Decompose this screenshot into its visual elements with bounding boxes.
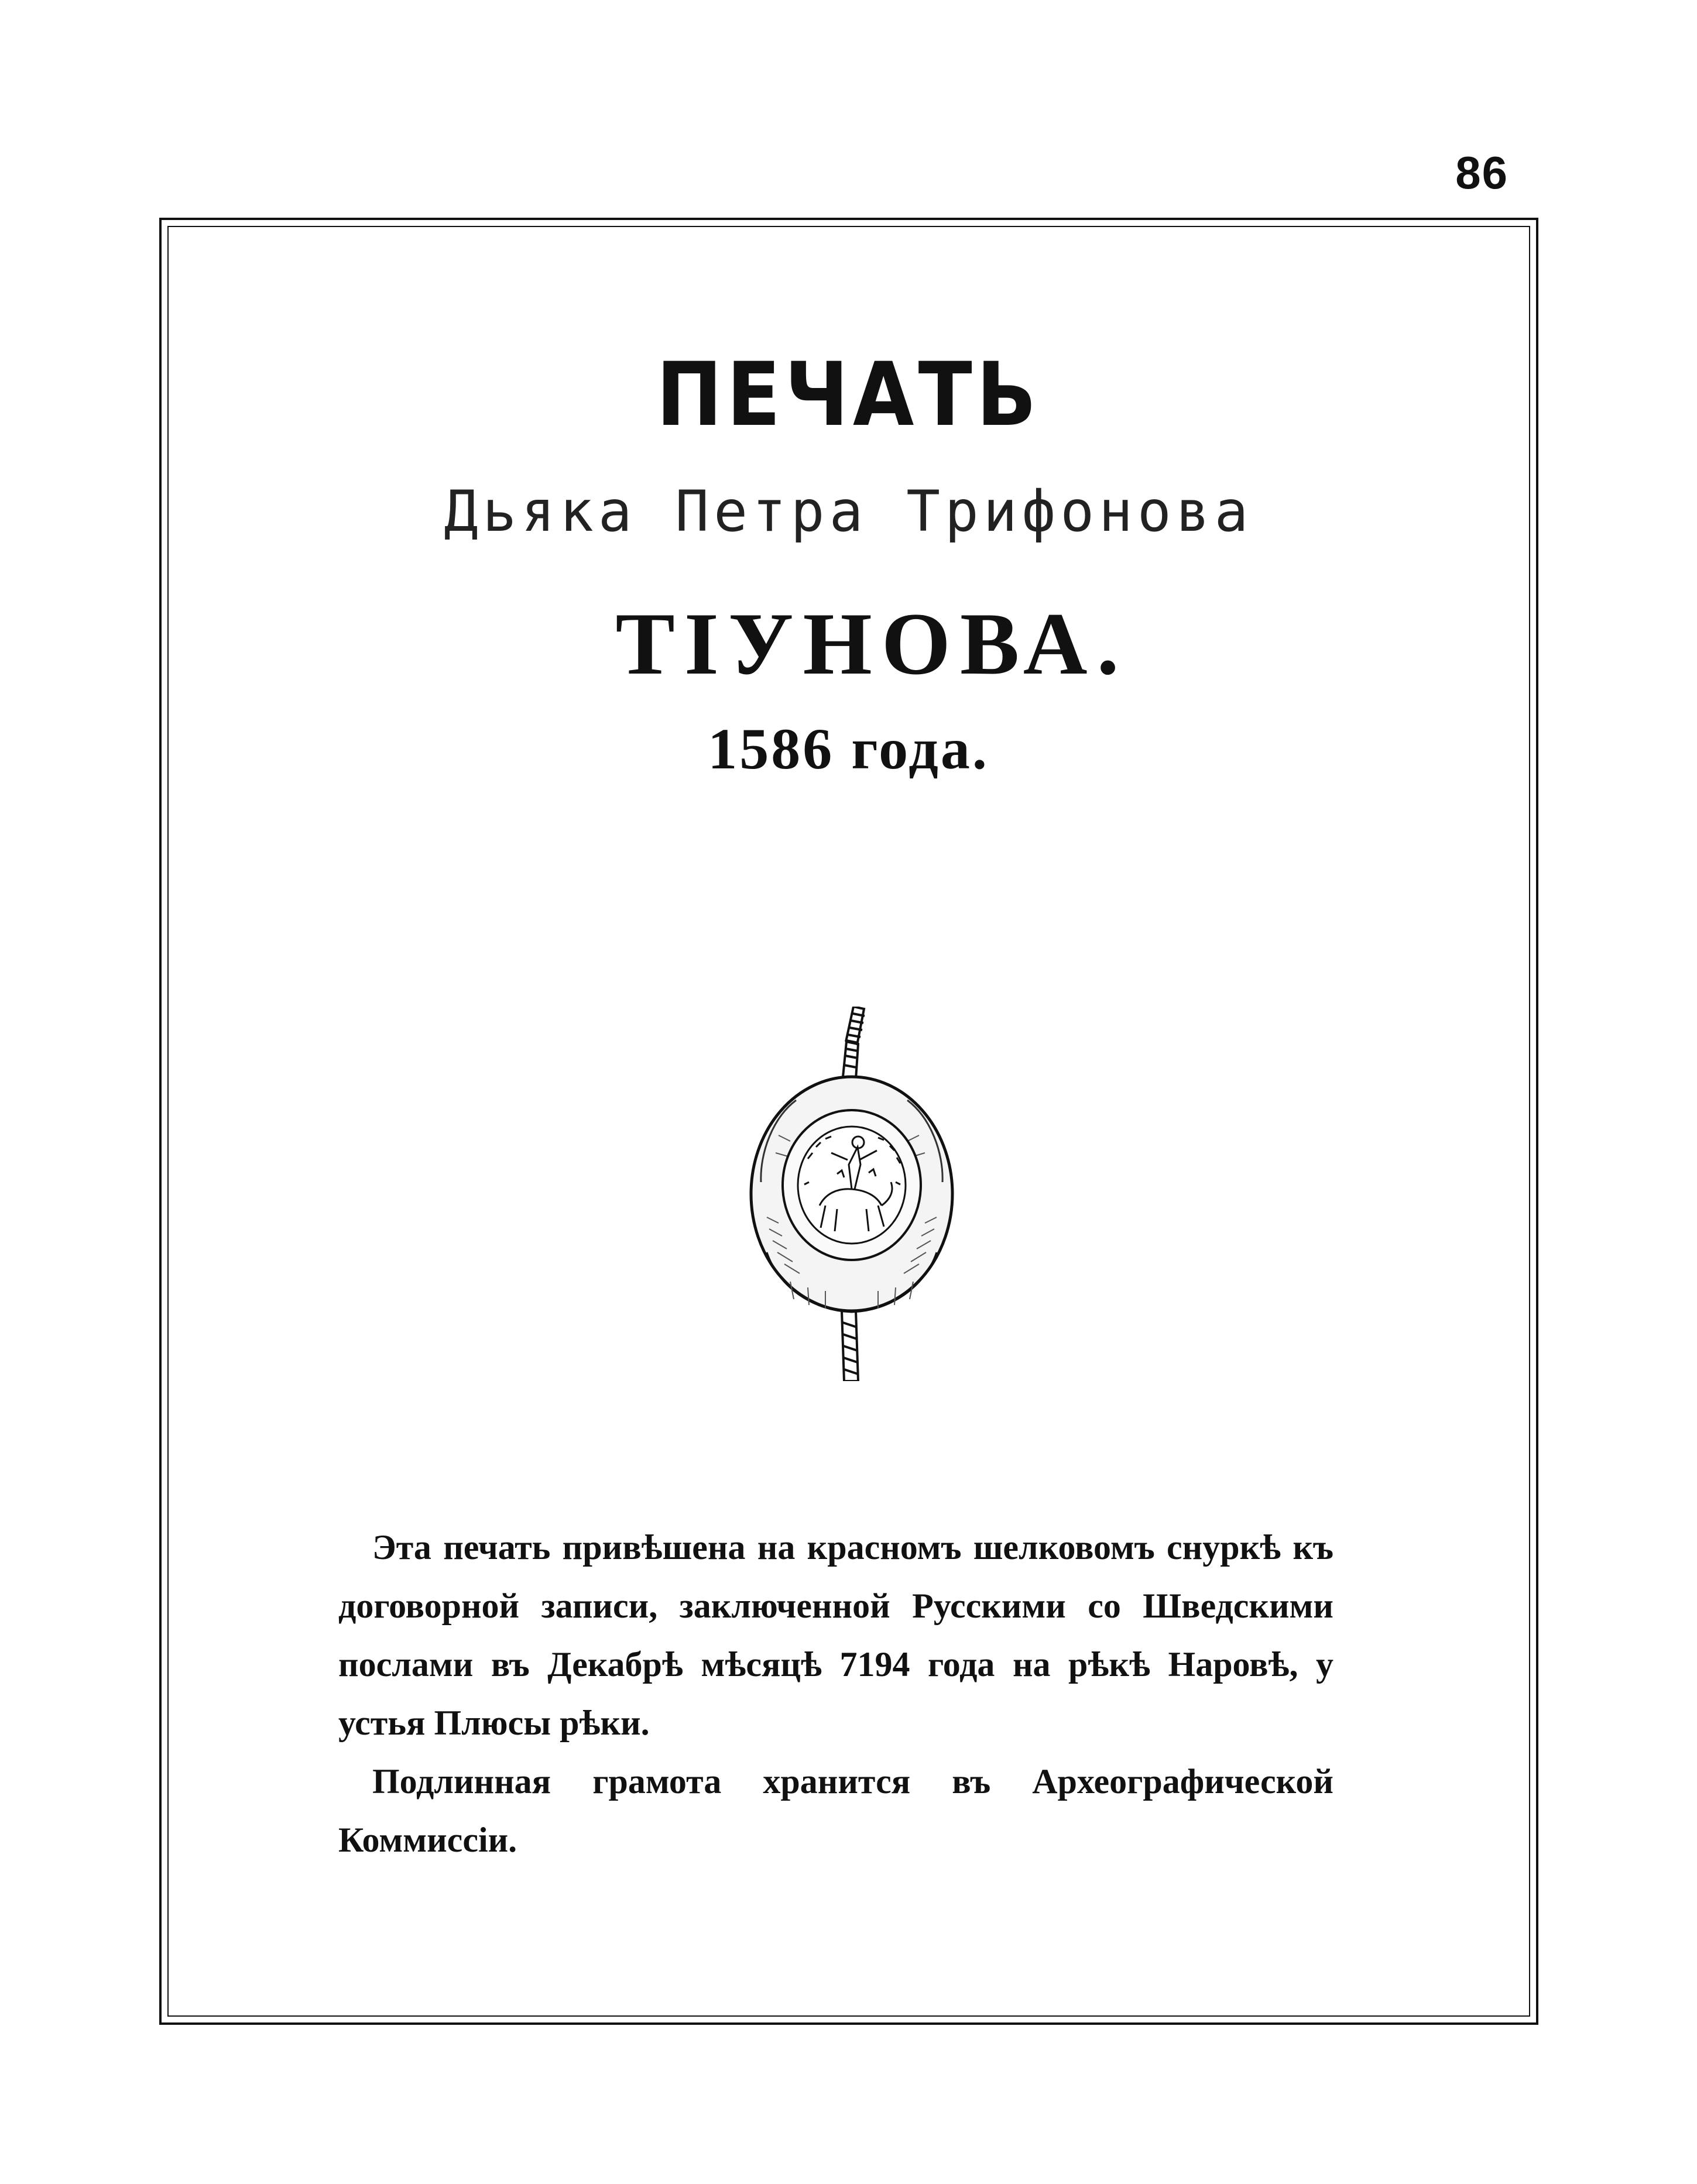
cord-bottom-icon xyxy=(842,1311,858,1381)
wax-body-icon xyxy=(751,1077,952,1312)
seal-description xyxy=(338,1518,1333,1869)
wax-seal-with-cord-icon xyxy=(743,1007,960,1381)
page-title: ПЕЧАТЬ xyxy=(656,344,1041,446)
page-number: 86 xyxy=(1455,147,1509,198)
paragraph-document-location: Подлинная грамота хранится въ Археографической Коммиссіи. xyxy=(338,1762,1333,1859)
page-subtitle: Дьяка Петра Трифонова xyxy=(444,479,1253,544)
year-label: 1586 года. xyxy=(708,716,989,781)
cord-top-icon xyxy=(843,1007,865,1079)
paragraph-seal-attachment: Эта печать привѣшена на красномъ шелковомъ снуркѣ къ договорной записи, заключенной Русскими со Шведскими послами въ Декабрѣ мѣсяцѣ 7194 года на рѣкѣ Наровѣ, у устья Плюсы рѣки. xyxy=(338,1528,1333,1742)
person-name: ТІУНОВА. xyxy=(615,595,1129,693)
